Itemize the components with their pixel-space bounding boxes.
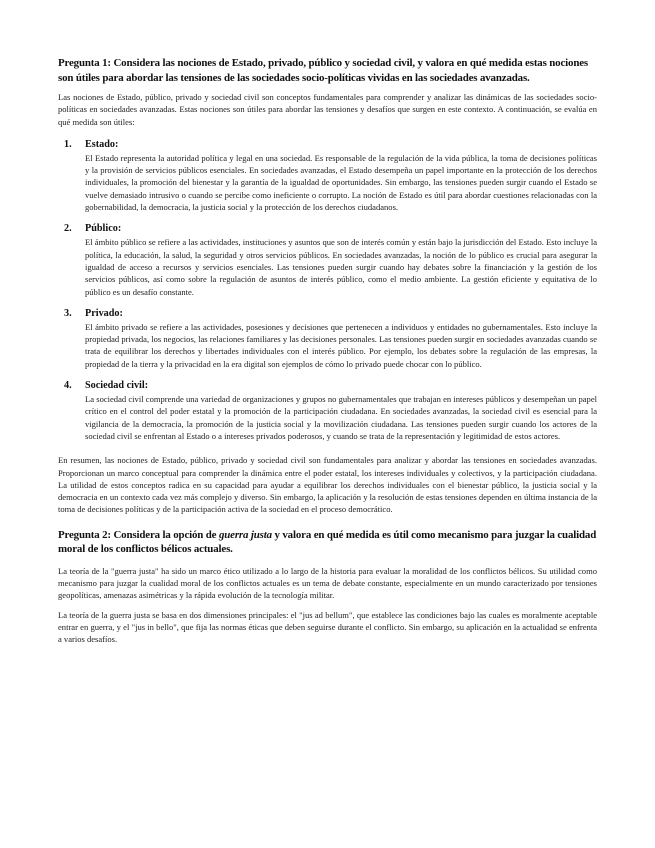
list-item-number: 3.	[64, 307, 72, 319]
list-item-sociedad-civil	[58, 379, 597, 442]
list-item-number: 1.	[64, 138, 72, 150]
list-item-number: 2.	[64, 223, 72, 235]
question-1-title: Pregunta 1: Considera las nociones de Estado, privado, público y sociedad civil, y valora en qué medida estas nociones son útiles para abordar las tensiones de las sociedades socio-políticas vividas en las sociedades avanzadas.	[58, 57, 588, 84]
question-2-paragraph: La teoría de la "guerra justa" ha sido un marco ético utilizado a lo largo de la historia para evaluar la moralidad de los conflictos bélicos. Su utilidad como mecanismo para juzgar la cualidad moral de los conflictos actuales es un tema de debate constante, especialmente en un mundo caracterizado por tensiones geopolíticas, amenazas asimétricas y la rápida evolución de la tecnología militar.	[58, 565, 597, 601]
list-item-number: 4.	[64, 380, 72, 392]
list-item-privado	[58, 307, 597, 370]
guerra-justa-emphasis: guerra justa	[218, 528, 272, 541]
question-1-summary: En resumen, las nociones de Estado, público, privado y sociedad civil son fundamentales para analizar y abordar las tensiones en sociedades avanzadas. Proporcionan un marco conceptual para comprender la dinámica entre el poder estatal, los intereses individuales y colectivos, y la participación ciudadana. La utilidad de estos conceptos radica en su capacidad para ayudar a equilibrar los derechos individuales con el bienestar público, la justicia social y la democracia en un contexto cada vez más complejo y diverso. Sin embargo, la aplicación y la resolución de estas tensiones dependen en última instancia de la toma de decisiones políticas y de la participación activa de la sociedad en el proceso democrático.	[58, 455, 597, 515]
list-item-heading: Estado:	[85, 138, 119, 150]
list-item-body: El ámbito privado se refiere a las actividades, posesiones y decisiones que pertenecen a individuos y entidades no gubernamentales. Esto incluye la propiedad privada, los negocios, las relaciones familiares y las decisiones personales. Las tensiones pueden surgir en sociedades avanzadas cuando se trata de equilibrar los derechos y libertades individuales con el interés público. Por ejemplo, los debates sobre la regulación de las empresas, la propiedad de la tierra y la privacidad en la era digital son ejemplos de cómo lo privado puede chocar con lo público.	[85, 321, 597, 369]
list-item-body: El Estado representa la autoridad política y legal en una sociedad. Es responsable de la regulación de la vida pública, la toma de decisiones políticas y la provisión de servicios públicos esenciales. En sociedades avanzadas, el Estado desempeña un papel importante en la protección de los derechos individuales, la promoción del bienestar y la garantía de la igualdad de oportunidades. Sin embargo, las tensiones pueden surgir cuando el Estado se vuelve demasiado intrusivo o cuando se percibe como ineficiente o corrupto. La noción de Estado es útil para abordar cuestiones relacionadas con la gobernabilidad, la democracia, la justicia social y la protección de los derechos ciudadanos.	[85, 152, 597, 213]
list-item-estado	[58, 138, 597, 213]
question-1-intro: Las nociones de Estado, público, privado y sociedad civil son conceptos fundamentales para comprender y analizar las dinámicas de las sociedades socio-políticas en sociedades avanzadas. Estas nociones son útiles para abordar las tensiones y desafíos que surgen en este contexto. A continuación, se evalúa en qué medida son útiles:	[58, 92, 597, 127]
question-2-title: Pregunta 2: Considera la opción de guerra justa y valora en qué medida es útil como mecanismo para juzgar la cualidad moral de los conflictos bélicos actuales.	[58, 528, 597, 556]
question-2-paragraph: La teoría de la guerra justa se basa en dos dimensiones principales: el "jus ad bellum", que establece las condiciones bajo las cuales es moralmente aceptable entrar en guerra, y el "jus in bello", que fija las normas éticas que deben seguirse durante el conflicto. Sin embargo, su aplicación en la actualidad se enfrenta a varios desafíos.	[58, 609, 597, 645]
list-item-heading: Sociedad civil:	[85, 380, 149, 392]
list-item-publico	[58, 222, 597, 297]
list-item-heading: Privado:	[85, 307, 123, 319]
list-item-body: La sociedad civil comprende una variedad de organizaciones y grupos no gubernamentales que trabajan en intereses públicos y desempeñan un papel crítico en el control del poder estatal y la promoción de la participación ciudadana. En sociedades avanzadas, la sociedad civil es esencial para la vigilancia de la democracia, la promoción de la justicia social y la movilización ciudadana. Las tensiones pueden surgir cuando los actores de la sociedad civil se enfrentan al Estado o a intereses privados poderosos, y cuando se trata de la representación y legitimidad de estos actores.	[85, 394, 597, 441]
concept-list	[58, 138, 597, 442]
list-item-body: El ámbito público se refiere a las actividades, instituciones y asuntos que son de interés común y están bajo la jurisdicción del Estado. Esto incluye la política, la educación, la salud, la seguridad y otros servicios públicos. En sociedades avanzadas, la noción de lo público es crucial para asegurar la igualdad de acceso a recursos y servicios esenciales. Las tensiones pueden surgir cuando hay debates sobre la financiación y la gestión de los servicios públicos, así como sobre la regulación de asuntos de interés público, como el medio ambiente. La gestión eficiente y equitativa de lo público es un desafío constante.	[85, 237, 597, 297]
list-item-heading: Público:	[85, 223, 122, 235]
